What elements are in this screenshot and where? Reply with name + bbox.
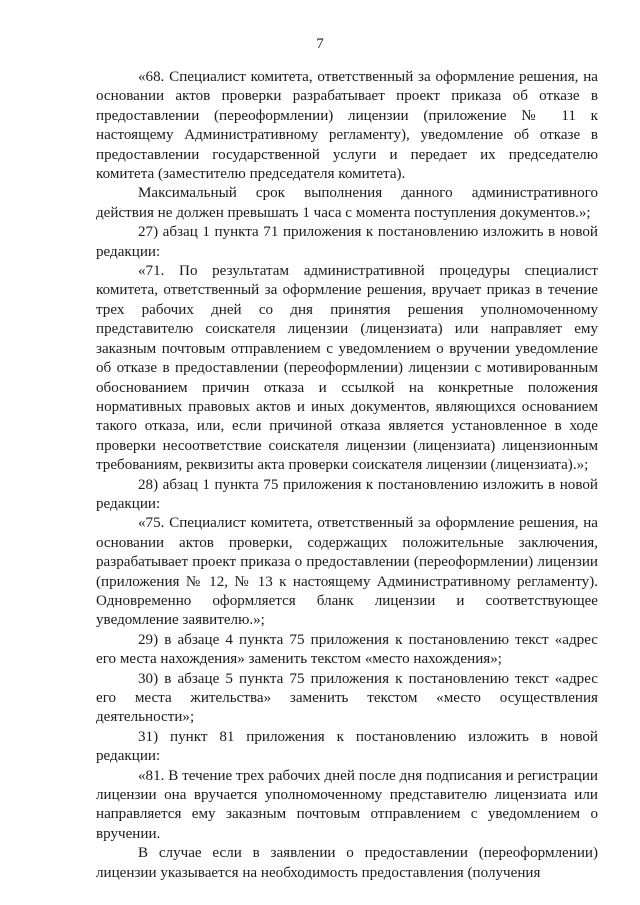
paragraph-item-28: 28) абзац 1 пункта 75 приложения к постановлению изложить в новой редакции:: [96, 476, 598, 512]
paragraph-81: «81. В течение трех рабочих дней после дня подписания и регистрации лицензии она вручается уполномоченному представителю лицензиата или направляется ему заказным почтовым отправлением с уведомлением о вручении.: [96, 767, 598, 842]
paragraph-item-30: 30) в абзаце 5 пункта 75 приложения к постановлению текст «адрес его места жительства» заменить текстом «место осуществления деятельности»;: [96, 670, 598, 726]
paragraph-continuation: В случае если в заявлении о предоставлении (переоформлении) лицензии указывается на необходимость предоставления (получения: [96, 845, 598, 881]
paragraph-item-27: 27) абзац 1 пункта 71 приложения к постановлению изложить в новой редакции:: [96, 224, 598, 260]
paragraph-68: «68. Специалист комитета, ответственный за оформление решения, на основании актов проверки разрабатывает проект приказа об отказе в предоставлении (переоформлении) лицензии (приложение № 11 к настоящему Административному регламенту), уведомление об отказе в предоставлении государственной услуги и передает их председателю комитета (заместителю председателя комитета).: [96, 69, 598, 183]
page-number: 7: [316, 36, 324, 52]
paragraph-71: «71. По результатам административной процедуры специалист комитета, ответственный за оформление решения, вручает приказ в течение трех рабочих дней со дня принятия решения уполномоченному представителю соискателя лицензии (лицензиата) или направляет ему заказным почтовым отправлением с уведомлением о вручении уведомление об отказе в предоставлении (переоформлении) лицензии с мотивированным обоснованием причин отказа и ссылкой на конкретные положения нормативных правовых актов и иных документов, являющихся основанием такого отказа, или, если причиной отказа является установленное в ходе проверки несоответствие соискателя лицензии (лицензиата) лицензионным требованиям, реквизиты акта проверки соискателя лицензии (лицензиата).»;: [96, 263, 598, 474]
paragraph-item-31: 31) пункт 81 приложения к постановлению изложить в новой редакции:: [96, 728, 598, 765]
paragraph-max-time: Максимальный срок выполнения данного административного действия не должен превышать 1 часа с момента поступления документов.»;: [96, 185, 598, 221]
document-body: [96, 68, 598, 883]
paragraph-item-29: 29) в абзаце 4 пункта 75 приложения к постановлению текст «адрес его места нахождения» заменить текстом «место нахождения»;: [96, 631, 598, 668]
paragraph-75: «75. Специалист комитета, ответственный за оформление решения, на основании актов проверки, содержащих положительные заключения, разрабатывает проект приказа о предоставлении (переоформлении) лицензии (приложения № 12, № 13 к настоящему Административному регламенту). Одновременно оформляется бланк лицензии и соответствующее уведомление заявителю.»;: [96, 515, 598, 629]
